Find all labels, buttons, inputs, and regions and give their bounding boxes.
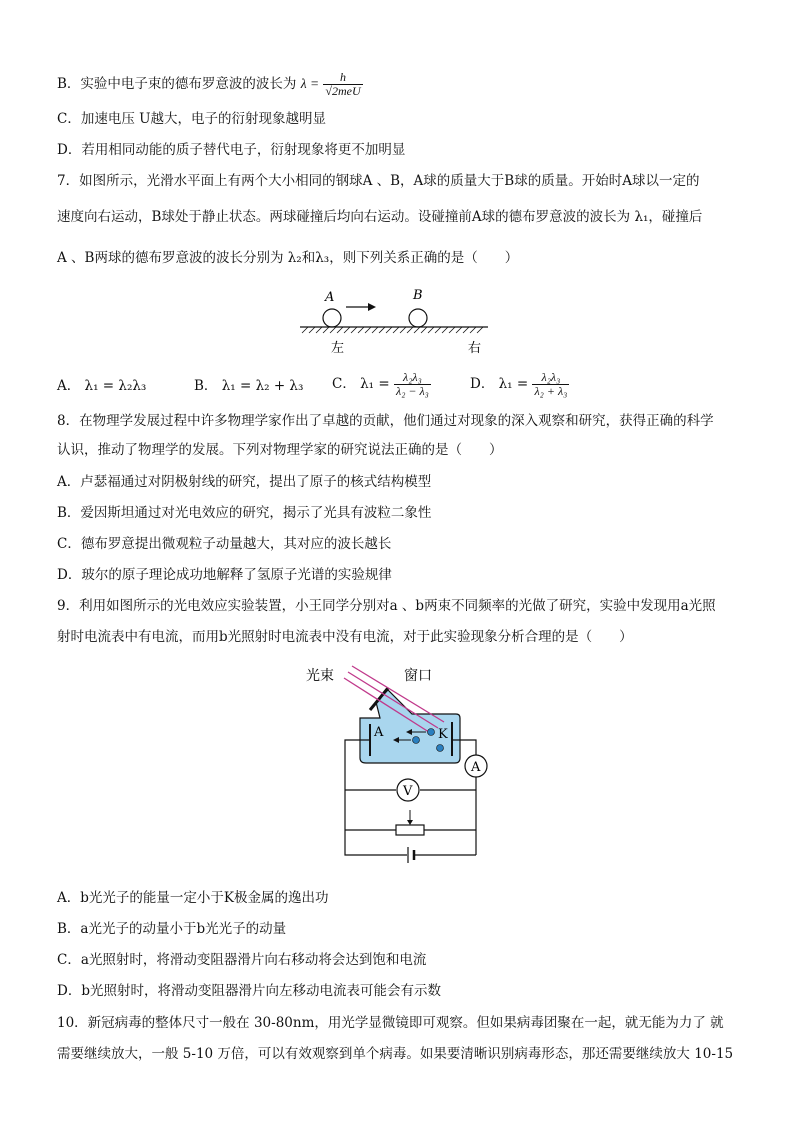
q8-stem-line-1: 8．在物理学发展过程中许多物理学家作出了卓越的贡献，他们通过对现象的深入观察和研究，获得正确的科学 <box>57 413 714 429</box>
q7-stem-line-1: 7．如图所示，光滑水平面上有两个大小相同的钢球A 、B，A球的质量大于B球的质量。开始时A球以一定的 <box>57 173 700 189</box>
q7-option-c-denominator: λ₂ − λ₃ <box>396 384 429 398</box>
q7-option-b: B． λ₁ = λ₂ + λ₃ <box>194 378 304 394</box>
q8-option-d: D．玻尔的原子理论成功地解释了氢原子光谱的实验规律 <box>57 567 392 583</box>
q6-option-c: C．加速电压 U越大，电子的衍射现象越明显 <box>57 111 326 127</box>
q6-option-b <box>57 71 363 98</box>
q9-option-d: D．b光照射时，将滑动变阻器滑片向左移动电流表可能会有示数 <box>57 983 441 999</box>
voltmeter-label: V <box>403 784 413 799</box>
q7-option-c <box>332 371 431 398</box>
q9-option-c: C．a光照射时，将滑动变阻器滑片向右移动将会达到饱和电流 <box>57 952 427 968</box>
q9-label-cathode: K <box>438 727 448 742</box>
q7-option-c-fraction <box>394 371 431 398</box>
q10-stem-line-1: 10．新冠病毒的整体尺寸一般在 30-80nm，用光学显微镜即可观察。但如果病毒团聚在一起，就无能为力了 就 <box>57 1015 724 1031</box>
q6-option-b-lambda: λ = <box>300 76 320 91</box>
q7-figure <box>296 285 496 357</box>
ball-b <box>409 309 427 327</box>
q9-stem-line-1: 9．利用如图所示的光电效应实验装置，小王同学分别对a 、b两束不同频率的光做了研究，实验中发现用a光照 <box>57 598 716 614</box>
q6-option-b-fraction <box>323 71 362 98</box>
q9-label-window: 窗口 <box>404 668 432 684</box>
q7-options <box>57 371 757 397</box>
q8-stem-line-2: 认识，推动了物理学的发展。下列对物理学家的研究说法正确的是（ ） <box>57 442 503 458</box>
q9-label-beam: 光束 <box>306 668 334 684</box>
q10-stem-line-2: 需要继续放大，一般 5-10 万倍，可以有效观察到单个病毒。如果要清晰识别病毒形态，那还需要继续放大 10-15 <box>57 1046 734 1062</box>
q9-figure <box>300 660 510 870</box>
q6-option-b-denominator: √2meU <box>325 84 361 98</box>
q7-label-a: A <box>325 290 335 305</box>
voltmeter <box>397 779 419 801</box>
ammeter <box>465 755 487 777</box>
q7-option-c-prefix: C． λ₁ = <box>332 376 390 392</box>
q7-option-d-denominator: λ₂ + λ₃ <box>534 384 568 398</box>
ground-hatching <box>302 327 483 333</box>
ball-a <box>323 309 341 327</box>
q8-option-a: A．卢瑟福通过对阴极射线的研究，提出了原子的核式结构模型 <box>57 474 432 490</box>
q7-option-d <box>470 371 569 398</box>
q7-stem-line-2: 速度向右运动，B球处于静止状态。两球碰撞后均向右运动。设碰撞前A球的德布罗意波的波长为 λ₁，碰撞后 <box>57 209 703 225</box>
q7-label-left: 左 <box>331 341 345 356</box>
q6-option-b-numerator: h <box>323 71 362 85</box>
battery <box>408 847 414 863</box>
rheostat <box>396 810 424 835</box>
q7-option-d-prefix: D． λ₁ = <box>470 376 529 392</box>
q7-option-d-numerator: λ₂λ₃ <box>532 371 569 385</box>
q9-option-a: A．b光光子的能量一定小于K极金属的逸出功 <box>57 890 329 906</box>
ammeter-label: A <box>471 760 481 775</box>
q6-option-d: D．若用相同动能的质子替代电子，衍射现象将更不加明显 <box>57 142 406 158</box>
q7-option-a: A． λ₁ = λ₂λ₃ <box>57 378 147 394</box>
q7-option-d-fraction <box>532 371 569 398</box>
q9-stem-line-2: 射时电流表中有电流，而用b光照射时电流表中没有电流，对于此实验现象分析合理的是（ ） <box>57 629 633 645</box>
q8-option-b: B．爱因斯坦通过对光电效应的研究，揭示了光具有波粒二象性 <box>57 505 432 521</box>
arrow-right-icon <box>346 303 376 311</box>
q9-option-b: B．a光光子的动量小于b光光子的动量 <box>57 921 287 937</box>
q7-label-b: B <box>413 288 423 303</box>
q7-label-right: 右 <box>468 341 482 356</box>
q7-option-c-numerator: λ₂λ₃ <box>394 371 431 385</box>
q7-stem-line-3: A 、B两球的德布罗意波的波长分别为 λ₂和λ₃，则下列关系正确的是（ ） <box>57 250 519 266</box>
q8-option-c: C．德布罗意提出微观粒子动量越大，其对应的波长越长 <box>57 536 392 552</box>
q9-label-anode: A <box>374 725 384 740</box>
q6-option-b-text: B．实验中电子束的德布罗意波的波长为 <box>57 76 297 92</box>
